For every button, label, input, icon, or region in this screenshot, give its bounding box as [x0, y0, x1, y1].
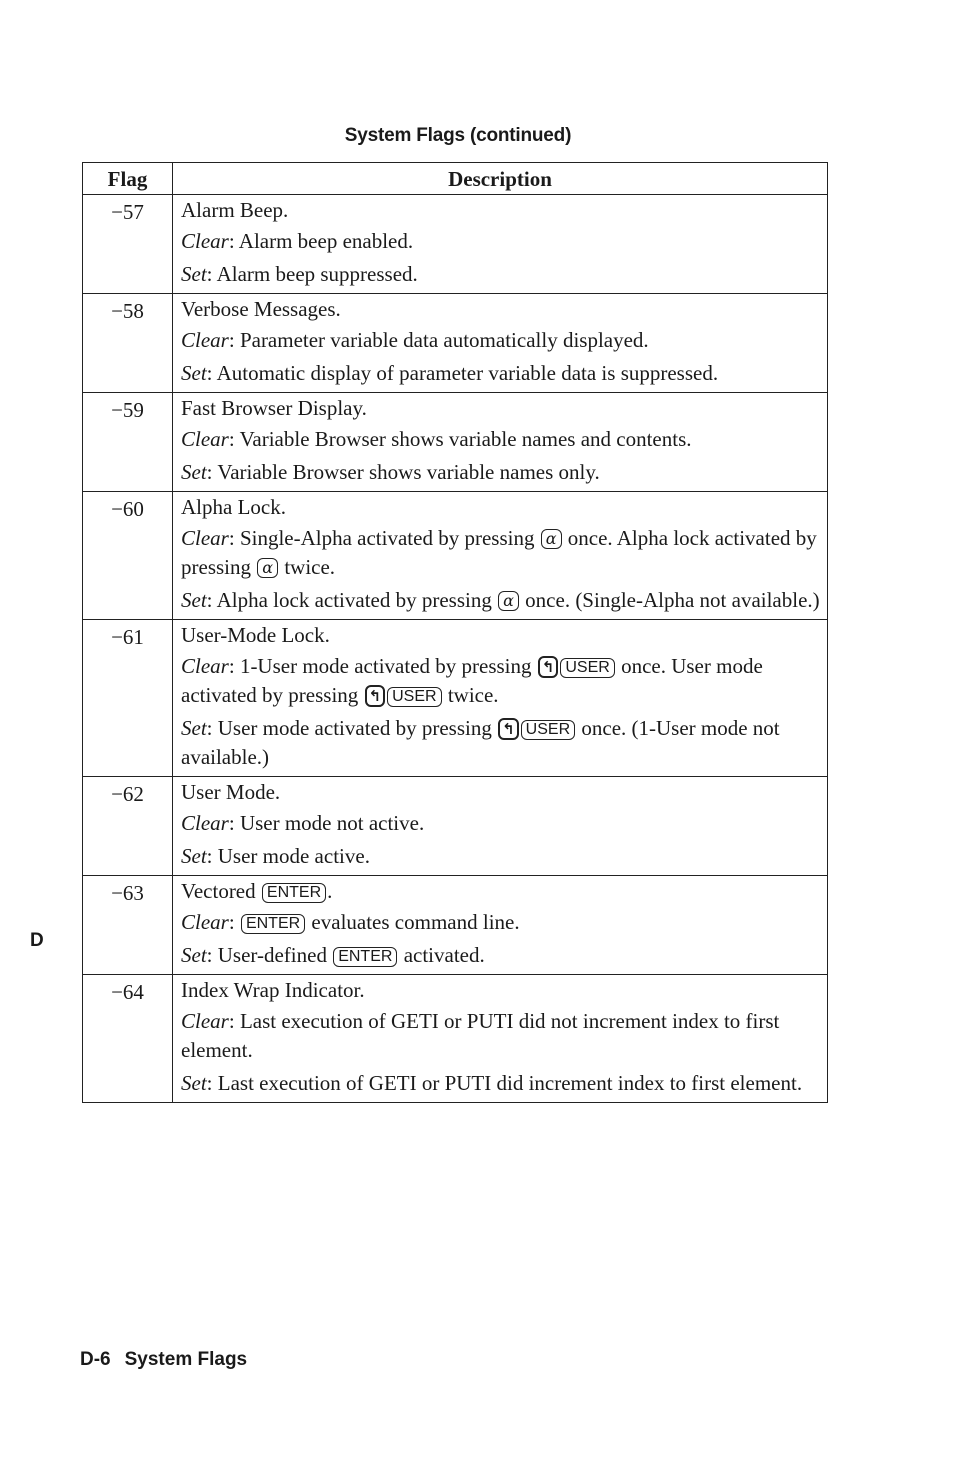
- flag-description: [173, 195, 828, 294]
- flag-set-text: Set: User mode activated by pressing ↰ USER once. (1-User mode not available.): [181, 716, 780, 769]
- set-label: Set: [181, 943, 207, 967]
- flag-number: −64: [83, 975, 173, 1103]
- flag-description: [173, 620, 828, 777]
- clear-label: Clear: [181, 1009, 229, 1033]
- flag-set-text: Set: Variable Browser shows variable names only.: [181, 460, 600, 484]
- flag-clear-text: Clear: Parameter variable data automatically displayed.: [181, 328, 649, 352]
- flag-description: [173, 876, 828, 975]
- set-label: Set: [181, 1071, 207, 1095]
- table-row: [83, 393, 828, 492]
- flag-clear-text: Clear: Single-Alpha activated by pressing α once. Alpha lock activated by pressing α twice.: [181, 526, 817, 579]
- flag-title: Fast Browser Display.: [181, 396, 367, 420]
- left-shift-key-icon: ↰: [365, 685, 386, 707]
- table-row: [83, 876, 828, 975]
- table-header-row: [83, 163, 828, 195]
- user-key-icon: USER: [387, 687, 441, 707]
- flag-description: [173, 492, 828, 620]
- flag-number: −60: [83, 492, 173, 620]
- table-row: [83, 620, 828, 777]
- left-shift-key-icon: ↰: [538, 656, 559, 678]
- enter-key-icon: ENTER: [241, 914, 305, 934]
- user-key-icon: USER: [521, 720, 575, 740]
- flag-clear-text: Clear: 1-User mode activated by pressing ↰ USER once. User mode activated by pressing ↰ USER twice.: [181, 654, 763, 707]
- table-row: [83, 294, 828, 393]
- flag-number: −63: [83, 876, 173, 975]
- table-row: [83, 492, 828, 620]
- set-label: Set: [181, 460, 207, 484]
- flag-column-header: Flag: [83, 163, 173, 195]
- flag-set-text: Set: Last execution of GETI or PUTI did increment index to first element.: [181, 1071, 803, 1095]
- flag-title: User-Mode Lock.: [181, 623, 330, 647]
- flag-set-text: Set: Alarm beep suppressed.: [181, 262, 418, 286]
- table-row: [83, 195, 828, 294]
- flag-title: Alpha Lock.: [181, 495, 286, 519]
- clear-label: Clear: [181, 910, 229, 934]
- alpha-key-icon: α: [257, 558, 278, 578]
- alpha-key-icon: α: [541, 529, 562, 549]
- flag-description: [173, 393, 828, 492]
- user-key-icon: USER: [560, 658, 614, 678]
- flag-title: Verbose Messages.: [181, 297, 341, 321]
- enter-key-icon: ENTER: [262, 883, 326, 903]
- left-shift-key-icon: ↰: [498, 718, 519, 740]
- footer-section-title: System Flags: [124, 1349, 248, 1370]
- flag-number: −62: [83, 777, 173, 876]
- clear-label: Clear: [181, 811, 229, 835]
- system-flags-table: [82, 162, 828, 1103]
- page-footer: [80, 1349, 247, 1371]
- flag-set-text: Set: User mode active.: [181, 844, 370, 868]
- flag-description: [173, 294, 828, 393]
- clear-label: Clear: [181, 427, 229, 451]
- set-label: Set: [181, 716, 207, 740]
- flag-title: Alarm Beep.: [181, 198, 289, 222]
- flag-clear-text: Clear: User mode not active.: [181, 811, 425, 835]
- flag-set-text: Set: User-defined ENTER activated.: [181, 943, 485, 967]
- set-label: Set: [181, 844, 207, 868]
- flag-clear-text: Clear: Last execution of GETI or PUTI did not increment index to first element.: [181, 1009, 780, 1062]
- flag-set-text: Set: Automatic display of parameter variable data is suppressed.: [181, 361, 719, 385]
- flag-clear-text: Clear: ENTER evaluates command line.: [181, 910, 520, 934]
- flag-number: −61: [83, 620, 173, 777]
- flag-description: [173, 975, 828, 1103]
- table-body: [83, 195, 828, 1103]
- enter-key-icon: ENTER: [333, 947, 397, 967]
- alpha-key-icon: α: [498, 591, 519, 611]
- flag-clear-text: Clear: Variable Browser shows variable names and contents.: [181, 427, 692, 451]
- set-label: Set: [181, 262, 207, 286]
- set-label: Set: [181, 361, 207, 385]
- set-label: Set: [181, 588, 207, 612]
- flag-description: [173, 777, 828, 876]
- table-row: [83, 777, 828, 876]
- description-column-header: Description: [173, 163, 828, 195]
- footer-page-number: D-6: [80, 1349, 111, 1370]
- flag-number: −57: [83, 195, 173, 294]
- clear-label: Clear: [181, 526, 229, 550]
- flag-title: Index Wrap Indicator.: [181, 978, 365, 1002]
- clear-label: Clear: [181, 328, 229, 352]
- clear-label: Clear: [181, 654, 229, 678]
- flag-number: −58: [83, 294, 173, 393]
- flag-title: Vectored ENTER .: [181, 879, 333, 903]
- flag-set-text: Set: Alpha lock activated by pressing α once. (Single-Alpha not available.): [181, 588, 820, 612]
- flag-number: −59: [83, 393, 173, 492]
- section-side-tab: D: [30, 930, 44, 951]
- flag-title: User Mode.: [181, 780, 281, 804]
- flag-clear-text: Clear: Alarm beep enabled.: [181, 229, 414, 253]
- clear-label: Clear: [181, 229, 229, 253]
- page-heading: System Flags (continued): [344, 125, 572, 146]
- table-row: [83, 975, 828, 1103]
